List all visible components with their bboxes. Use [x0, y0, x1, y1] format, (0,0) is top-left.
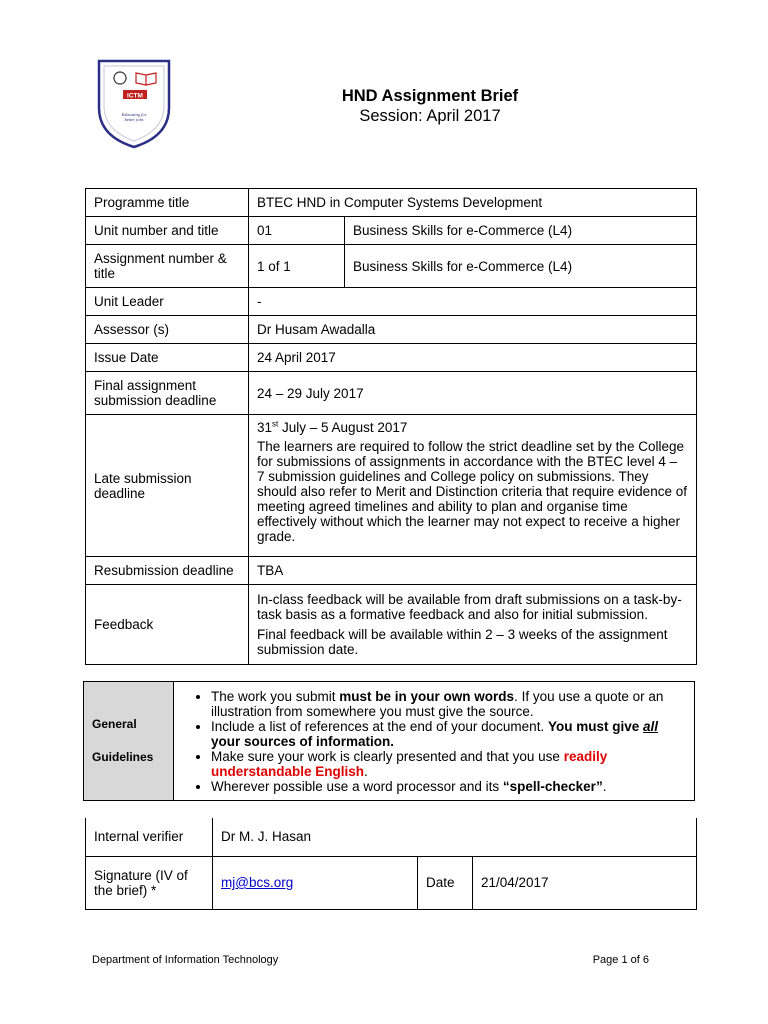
- unit-leader-label: Unit Leader: [86, 288, 249, 316]
- row-feedback: [86, 585, 697, 665]
- unit-leader-value: -: [249, 288, 697, 316]
- footer-page-number: Page 1 of 6: [592, 954, 649, 966]
- programme-title-label: Programme title: [86, 189, 249, 217]
- document-header: [280, 86, 580, 126]
- assessor-value: Dr Husam Awadalla: [249, 316, 697, 344]
- row-internal-verifier: [86, 818, 697, 856]
- signature-value: [213, 856, 418, 909]
- row-programme-title: [86, 189, 697, 217]
- feedback-text-2: Final feedback will be available within 2 – 3 weeks of the assignment submission date.: [257, 627, 668, 657]
- guidelines-list-cell: [174, 682, 695, 801]
- guidelines-list: [174, 689, 686, 794]
- row-assessor: [86, 316, 697, 344]
- guideline-item: • Wherever possible use a word processor and its “spell-checker”.: [211, 779, 686, 794]
- internal-verifier-label: Internal verifier: [86, 818, 213, 856]
- svg-text:better jobs: better jobs: [124, 117, 144, 122]
- svg-text:Educating for: Educating for: [121, 112, 147, 117]
- unit-label: Unit number and title: [86, 217, 249, 245]
- row-unit-leader: [86, 288, 697, 316]
- internal-verifier-name: Dr M. J. Hasan: [213, 818, 697, 856]
- assignment-number: 1 of 1: [249, 245, 345, 288]
- late-text: The learners are required to follow the strict deadline set by the College for submissions of assignments in accordance with the BTEC level 4 – 7 submission guidelines and College policy on submissions. They should also refer to Merit and Distinction criteria that require evidence of meeting agreed timelines and ability to plan and organise time effectively without which the learner may not expect to receive a higher grade.: [257, 439, 687, 544]
- resubmission-value: TBA: [249, 557, 697, 585]
- row-unit: [86, 217, 697, 245]
- date-label: Date: [418, 856, 473, 909]
- guideline-item: • Include a list of references at the end of your document. You must give all your sources of information.: [211, 719, 686, 749]
- assignment-title: Business Skills for e-Commerce (L4): [345, 245, 697, 288]
- unit-title: Business Skills for e-Commerce (L4): [345, 217, 697, 245]
- resubmission-label: Resubmission deadline: [86, 557, 249, 585]
- row-assignment: [86, 245, 697, 288]
- late-date: 31st July – 5 August 2017: [257, 419, 408, 435]
- issue-date-value: 24 April 2017: [249, 344, 697, 372]
- late-value: [249, 415, 697, 557]
- guideline-item: • Make sure your work is clearly presented and that you use readily understandable English.: [211, 749, 686, 779]
- programme-title-value: BTEC HND in Computer Systems Development: [249, 189, 697, 217]
- college-logo: [96, 58, 172, 150]
- final-deadline-value: 24 – 29 July 2017: [249, 372, 697, 415]
- unit-number: 01: [249, 217, 345, 245]
- date-value: 21/04/2017: [473, 856, 697, 909]
- guidelines-label: General Guidelines: [84, 682, 174, 801]
- signature-email-link[interactable]: mj@bcs.org: [221, 875, 294, 890]
- row-issue-date: [86, 344, 697, 372]
- row-final-deadline: [86, 372, 697, 415]
- internal-verifier-table: [85, 818, 697, 910]
- footer-department: Department of Information Technology: [92, 954, 279, 966]
- assessor-label: Assessor (s): [86, 316, 249, 344]
- row-resubmission: [86, 557, 697, 585]
- issue-date-label: Issue Date: [86, 344, 249, 372]
- feedback-label: Feedback: [86, 585, 249, 665]
- guideline-item: • The work you submit must be in your own words. If you use a quote or an illustration from somewhere you must give the source.: [211, 689, 686, 719]
- row-late-submission: [86, 415, 697, 557]
- final-deadline-label: Final assignment submission deadline: [86, 372, 249, 415]
- session-label: Session: April 2017: [359, 107, 501, 125]
- svg-text:ICTM: ICTM: [127, 92, 143, 100]
- late-label: Late submission deadline: [86, 415, 249, 557]
- document-title: HND Assignment Brief: [341, 87, 519, 105]
- signature-label: Signature (IV of the brief) *: [86, 856, 213, 909]
- assignment-label: Assignment number & title: [86, 245, 249, 288]
- general-guidelines-table: [83, 681, 695, 801]
- feedback-text-1: In-class feedback will be available from draft submissions on a task-by-task basis as a formative feedback and also for initial submission.: [257, 592, 682, 622]
- row-signature: [86, 856, 697, 909]
- assignment-details-table: [85, 188, 697, 665]
- feedback-value: [249, 585, 697, 665]
